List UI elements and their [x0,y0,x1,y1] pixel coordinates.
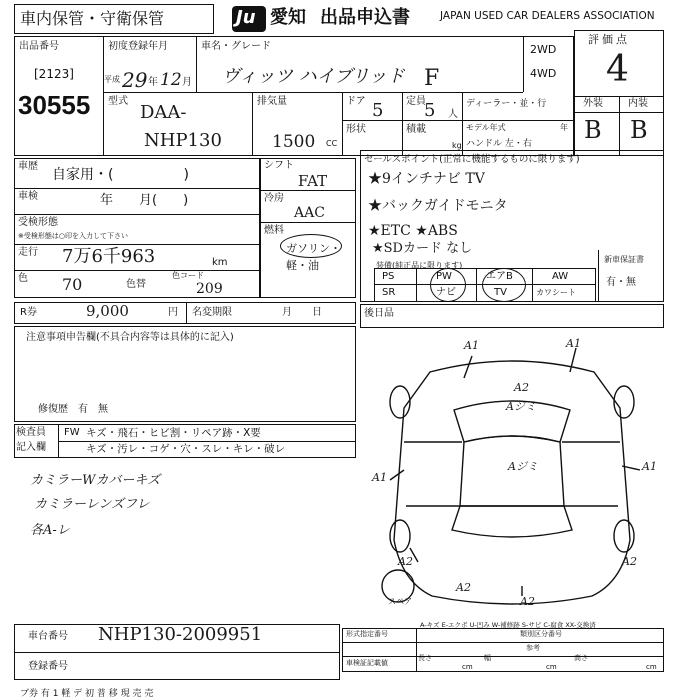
inspection-value: 年 月( ) [100,193,189,208]
divider [186,302,187,324]
callout-line [464,356,472,378]
equip-sr: SR [382,287,396,298]
inspection-label: 車検 [18,191,38,202]
divider [416,268,417,302]
doc-title: 出品申込書 [320,7,410,27]
divider [103,92,523,93]
fuel-options: ガソリン・軽・油 [286,242,341,272]
dealer-label: ディーラー・並・行 [466,99,547,109]
width-label: 幅 [484,654,491,662]
callout-line [570,348,576,372]
recycle-label: R券 [20,307,37,318]
drive-4wd: 4WD [530,67,557,80]
fw-row1: キズ・飛石・ヒビ割・リペア跡・X要 [86,427,261,439]
front-right-tire [614,386,634,418]
class-label: 類別区分番号 [520,630,562,638]
lot-number: 30555 [18,90,91,120]
divider [402,92,403,156]
divider [462,92,463,156]
mileage-label: 走行 [18,247,38,258]
color-code-label: 色コード [172,271,204,280]
lot-label: 出品番号 [19,41,59,52]
equip-navi: ナビ [436,287,456,298]
mileage-unit: km [212,257,228,268]
model-value-2: NHP130 [144,130,222,151]
year-suffix: 年 [560,123,568,132]
damage-mark: A2 [622,555,637,568]
seats-value: 5 [424,100,436,121]
damage-mark: A1 [372,471,387,484]
new-warranty-value: 有・無 [606,277,636,288]
divider [342,656,664,657]
shape-label: 形状 [346,124,366,135]
model-value-1: DAA- [140,102,187,123]
repair-label: 修復歴 有 無 [38,404,108,415]
front-left-tire [390,386,410,418]
year-unit: 年 [148,77,158,88]
name-expiry-value: 月 日 [282,307,322,318]
divider [58,441,356,442]
name-label: 車名・グレード [201,41,271,52]
spare-label: スペア [388,597,412,606]
fw-row2: キズ・汚レ・コゲ・穴・スレ・キレ・破レ [86,443,286,455]
equip-aw: AW [552,271,569,282]
equip-leather: カワシート [536,288,576,297]
history-value: 自家用・( ) [52,167,189,183]
damage-mark: Aジミ [508,460,538,473]
mileage-value: 7万6千963 [62,246,156,267]
assoc-name: JAPAN USED CAR DEALERS ASSOCIATION [440,10,655,22]
damage-mark: A1 [566,337,581,350]
first-reg-label: 初度登録年月 [108,41,168,52]
car-diagram [362,330,664,620]
divider [14,652,340,653]
damage-mark: A2 [456,581,471,594]
rear-left-tire [390,520,410,552]
handle-label: ハンドル 左・右 [466,139,532,149]
form-label: 形式指定番号 [346,630,388,638]
length-label: 長さ [418,654,432,662]
subsequent-block [360,304,664,328]
divider [14,188,260,189]
ju-logo-text: Ju [236,7,256,28]
eval-value: 4 [606,49,629,90]
divider [476,268,477,302]
damage-mark: A1 [464,339,479,352]
entry-label: 記入欄 [16,442,46,453]
reg-month: 12 [160,70,182,90]
divider [416,628,417,672]
divider [252,92,253,156]
ref-label: 参考 [526,644,540,652]
equip-airbag: エアB [486,271,513,282]
cm-unit: cm [646,663,657,671]
divider [14,214,260,215]
lot-small: [2123] [34,67,74,81]
fuel-circle [280,234,342,258]
aircon-label: 冷房 [264,193,284,204]
chassis-value: NHP130-2009951 [98,624,263,645]
load-unit: kg [452,141,462,150]
cm-unit: cm [546,663,557,671]
seats-label: 定員 [406,96,426,107]
era-label: 平成 [104,75,120,84]
equip-note: 装備(純正品に限ります) [376,261,463,270]
fw-label: FW [64,427,80,438]
shift-label: シフト [264,160,294,171]
disp-unit: CC [326,139,338,148]
sales-item: ★9インチナビ TV [368,171,485,187]
divider [619,96,620,156]
recycle-unit: 円 [168,307,178,318]
equip-circle [482,268,526,302]
divider [598,250,599,302]
divider [103,36,104,156]
color-label: 色 [18,273,28,284]
load-label: 積載 [406,124,426,135]
door-label: ドア [346,96,366,107]
equip-pw: PW [436,271,452,282]
new-warranty-label: 新車保証書 [604,255,644,264]
aircon-value: AAC [294,205,325,221]
interior-value: B [630,116,648,144]
model-label: 型式 [108,96,128,107]
divider [462,120,574,121]
color-code-value: 209 [196,281,223,297]
drive-2wd: 2WD [530,43,557,56]
shift-value: FAT [298,172,328,190]
accept-note: ※受検形態は○印を入力して下さい [18,232,128,240]
logo-region: 愛知 [270,7,306,27]
equip-ps: PS [382,271,395,282]
divider [260,222,356,223]
exterior-label: 外装 [583,98,603,109]
rear-right-tire [614,520,634,552]
color-value: 70 [62,275,83,294]
seats-unit: 人 [448,109,458,120]
exterior-value: B [584,116,602,144]
sales-item: ★ETC ★ABS [368,223,458,239]
door-value: 5 [372,100,384,121]
interior-label: 内装 [628,98,648,109]
divider [342,642,664,643]
name-value: ヴィッツ ハイブリッド [222,66,405,87]
reg-year: 29 [122,68,148,92]
cm-unit: cm [462,663,473,671]
remark-line: 各A-レ [30,523,70,538]
fuel-label: 燃料 [264,225,284,236]
recycle-value: 9,000 [86,302,129,320]
history-label: 車歴 [18,161,38,172]
cert-block [342,628,664,672]
divider [196,36,197,92]
callout-line [390,470,404,480]
reg-label: 登録番号 [28,661,68,672]
bottom-row: ブ券 有 1 軽 デ 初 普 移 現 売 売 [20,689,154,699]
inspector-label: 検査員 [16,427,46,438]
divider [342,92,343,156]
disp-label: 排気量 [257,96,287,107]
car-body [394,361,630,604]
divider [523,36,524,92]
height-label: 高さ [574,654,588,662]
divider [532,268,533,302]
disp-value: 1500 [272,132,316,152]
divider [14,270,260,271]
model-year-label: モデル年式 [466,123,506,132]
repaint-label: 色替 [126,279,146,290]
damage-legend: A-キズ E-エクボ U-凹み W-補修跡 S-サビ C-腐食 XX-交換済 [420,621,596,629]
equip-circle [430,268,466,302]
remark-line: カミラーレンズフレ [34,497,150,512]
damage-mark: A1 [642,460,657,473]
damage-mark: A2 [398,555,413,568]
caution-label: 注意事項申告欄(不具合内容等は具体的に記入) [26,332,234,343]
damage-mark: A2 [514,381,529,394]
sales-item: ★SDカード なし [372,241,473,256]
remark-line: カミラーWカバーキズ [30,473,161,488]
rear-window [452,506,572,537]
damage-mark: Aジミ [506,400,536,413]
eval-label: 評価点 [588,33,630,46]
grade-value: F [424,66,440,91]
cert-label: 車検証記載値 [346,659,388,667]
divider [342,120,462,121]
month-unit: 月 [182,77,192,88]
sales-item: ★バックガイドモニタ [368,198,508,214]
damage-mark: A2 [520,595,535,608]
chassis-label: 車台番号 [28,631,68,642]
sales-label: セールスポイント(正常に機能するものに限ります) [364,154,580,165]
equip-tv: TV [494,287,507,298]
divider [14,244,260,245]
divider [260,190,356,191]
name-expiry-label: 名変期限 [192,307,232,318]
storage-label: 車内保管・守衛保管 [20,9,165,28]
subsequent-label: 後日品 [364,308,394,319]
accept-label: 受検形態 [18,217,58,228]
